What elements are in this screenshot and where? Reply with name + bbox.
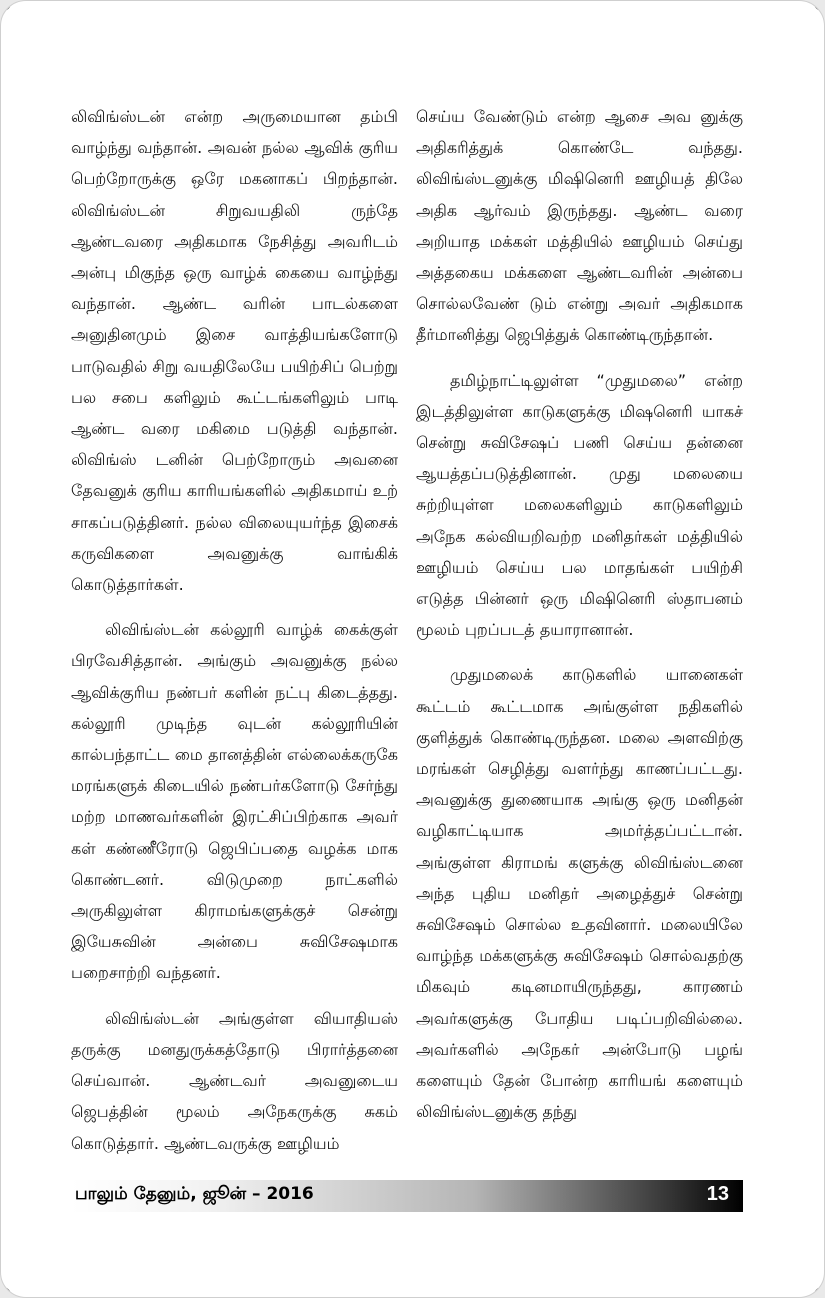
corner-rivet-top-left [0, 0, 11, 11]
magazine-issue-title: பாலும் தேனும், ஜூன் – 2016 [75, 1184, 314, 1204]
left-column [71, 101, 398, 1169]
corner-rivet-top-right [814, 0, 825, 11]
article-columns [71, 101, 743, 1169]
paragraph: லிவிங்ஸ்டன் அங்குள்ள வியாதியஸ் தருக்கு மனதுருக்கத்தோடு பிரார்த்தனை செய்வான். ஆண்டவர் அவனுடைய ஜெபத்தின் மூலம் அநேகருக்கு சுகம் கொடுத்தார். ஆண்டவருக்கு ஊழியம் [71, 1008, 398, 1153]
right-column [416, 101, 743, 1169]
paragraph: லிவிங்ஸ்டன் என்ற அருமையான தம்பி வாழ்ந்து வந்தான். அவன் நல்ல ஆவிக் குரிய பெற்றோருக்கு ஒரே மகனாகப் பிறந்தான். லிவிங்ஸ்டன் சிறுவயதிலி ருந்தே ஆண்டவரை அதிகமாக நேசித்து அவரிடம் அன்பு மிகுந்த ஒரு வாழ்க் கையை வாழ்ந்து வந்தான். ஆண்ட வரின் பாடல்களை அனுதினமும் இசை வாத்தியங்களோடு பாடுவதில் சிறு வயதிலேயே பயிற்சிப் பெற்று பல சபை களிலும் கூட்டங்களிலும் பாடி ஆண்ட வரை மகிமை படுத்தி வந்தான். லிவிங்ஸ் டனின் பெற்றோரும் அவனை தேவனுக் குரிய காரியங்களில் அதிகமாய் உற் சாகப்படுத்தினர். நல்ல விலையுயர்ந்த இசைக் கருவிகளை அவனுக்கு வாங்கிக் கொடுத்தார்கள். [71, 107, 398, 595]
paragraph: செய்ய வேண்டும் என்ற ஆசை அவ னுக்கு அதிகரித்துக் கொண்டே வந்தது. லிவிங்ஸ்டனுக்கு மிஷினெரி ஊழியத் திலே அதிக ஆர்வம் இருந்தது. ஆண்ட வரை அறியாத மக்கள் மத்தியில் ஊழியம் செய்து அத்தகைய மக்களை ஆண்டவரின் அன்பை சொல்லவேண் டும் என்று அவர் அதிகமாக தீர்மானித்து ஜெபித்துக் கொண்டிருந்தான். [416, 107, 743, 345]
page-number: 13 [706, 1183, 729, 1205]
page-footer [71, 1180, 743, 1212]
corner-rivet-bottom-right [814, 1287, 825, 1298]
corner-rivet-bottom-left [0, 1287, 11, 1298]
paragraph: தமிழ்நாட்டிலுள்ள “முதுமலை” என்ற இடத்திலுள்ள காடுகளுக்கு மிஷனெரி யாகச் சென்று சுவிசேஷப் பணி செய்ய தன்னை ஆயத்தப்படுத்தினான். முது மலையை சுற்றியுள்ள மலைகளிலும் காடுகளிலும் அநேக கல்வியறிவற்ற மனிதர்கள் மத்தியில் ஊழியம் செய்ய பல மாதங்கள் பயிற்சி எடுத்த பின்னர் ஒரு மிஷினெரி ஸ்தாபனம் மூலம் புறப்படத் தயாரானான். [416, 370, 743, 640]
paragraph: லிவிங்ஸ்டன் கல்லூரி வாழ்க் கைக்குள் பிரவேசித்தான். அங்கும் அவனுக்கு நல்ல ஆவிக்குரிய நண்பர் களின் நட்பு கிடைத்தது. கல்லூரி முடிந்த வுடன் கல்லூரியின் கால்பந்தாட்ட மை தானத்தின் எல்லைக்கருகே மரங்களுக் கிடையில் நண்பர்களோடு சேர்ந்து மற்ற மாணவர்களின் இரட்சிப்பிற்காக அவர் கள் கண்ணீரோடு ஜெபிப்பதை வழக்க மாக கொண்டனர். விடுமுறை நாட்களில் அருகிலுள்ள கிராமங்களுக்குச் சென்று இயேசுவின் அன்பை சுவிசேஷமாக பறைசாற்றி வந்தனர். [71, 620, 398, 983]
paragraph: முதுமலைக் காடுகளில் யானைகள் கூட்டம் கூட்டமாக அங்குள்ள நதிகளில் குளித்துக் கொண்டிருந்தன. மலை அளவிற்கு மரங்கள் செழித்து வளர்ந்து காணப்பட்டது. அவனுக்கு துணையாக அங்கு ஒரு மனிதன் வழிகாட்டியாக அமர்த்தப்பட்டான். அங்குள்ள கிராமங் களுக்கு லிவிங்ஸ்டனை அந்த புதிய மனிதர் அழைத்துச் சென்று சுவிசேஷம் சொல்ல உதவினார். மலையிலே வாழ்ந்த மக்களுக்கு சுவிசேஷம் சொல்வதற்கு மிகவும் கடினமாயிருந்தது, காரணம் அவர்களுக்கு போதிய படிப்பறிவில்லை. அவர்களில் அநேகர் அன்போடு பழங் களையும் தேன் போன்ற காரியங் களையும் லிவிங்ஸ்டனுக்கு தந்து [416, 665, 743, 1122]
